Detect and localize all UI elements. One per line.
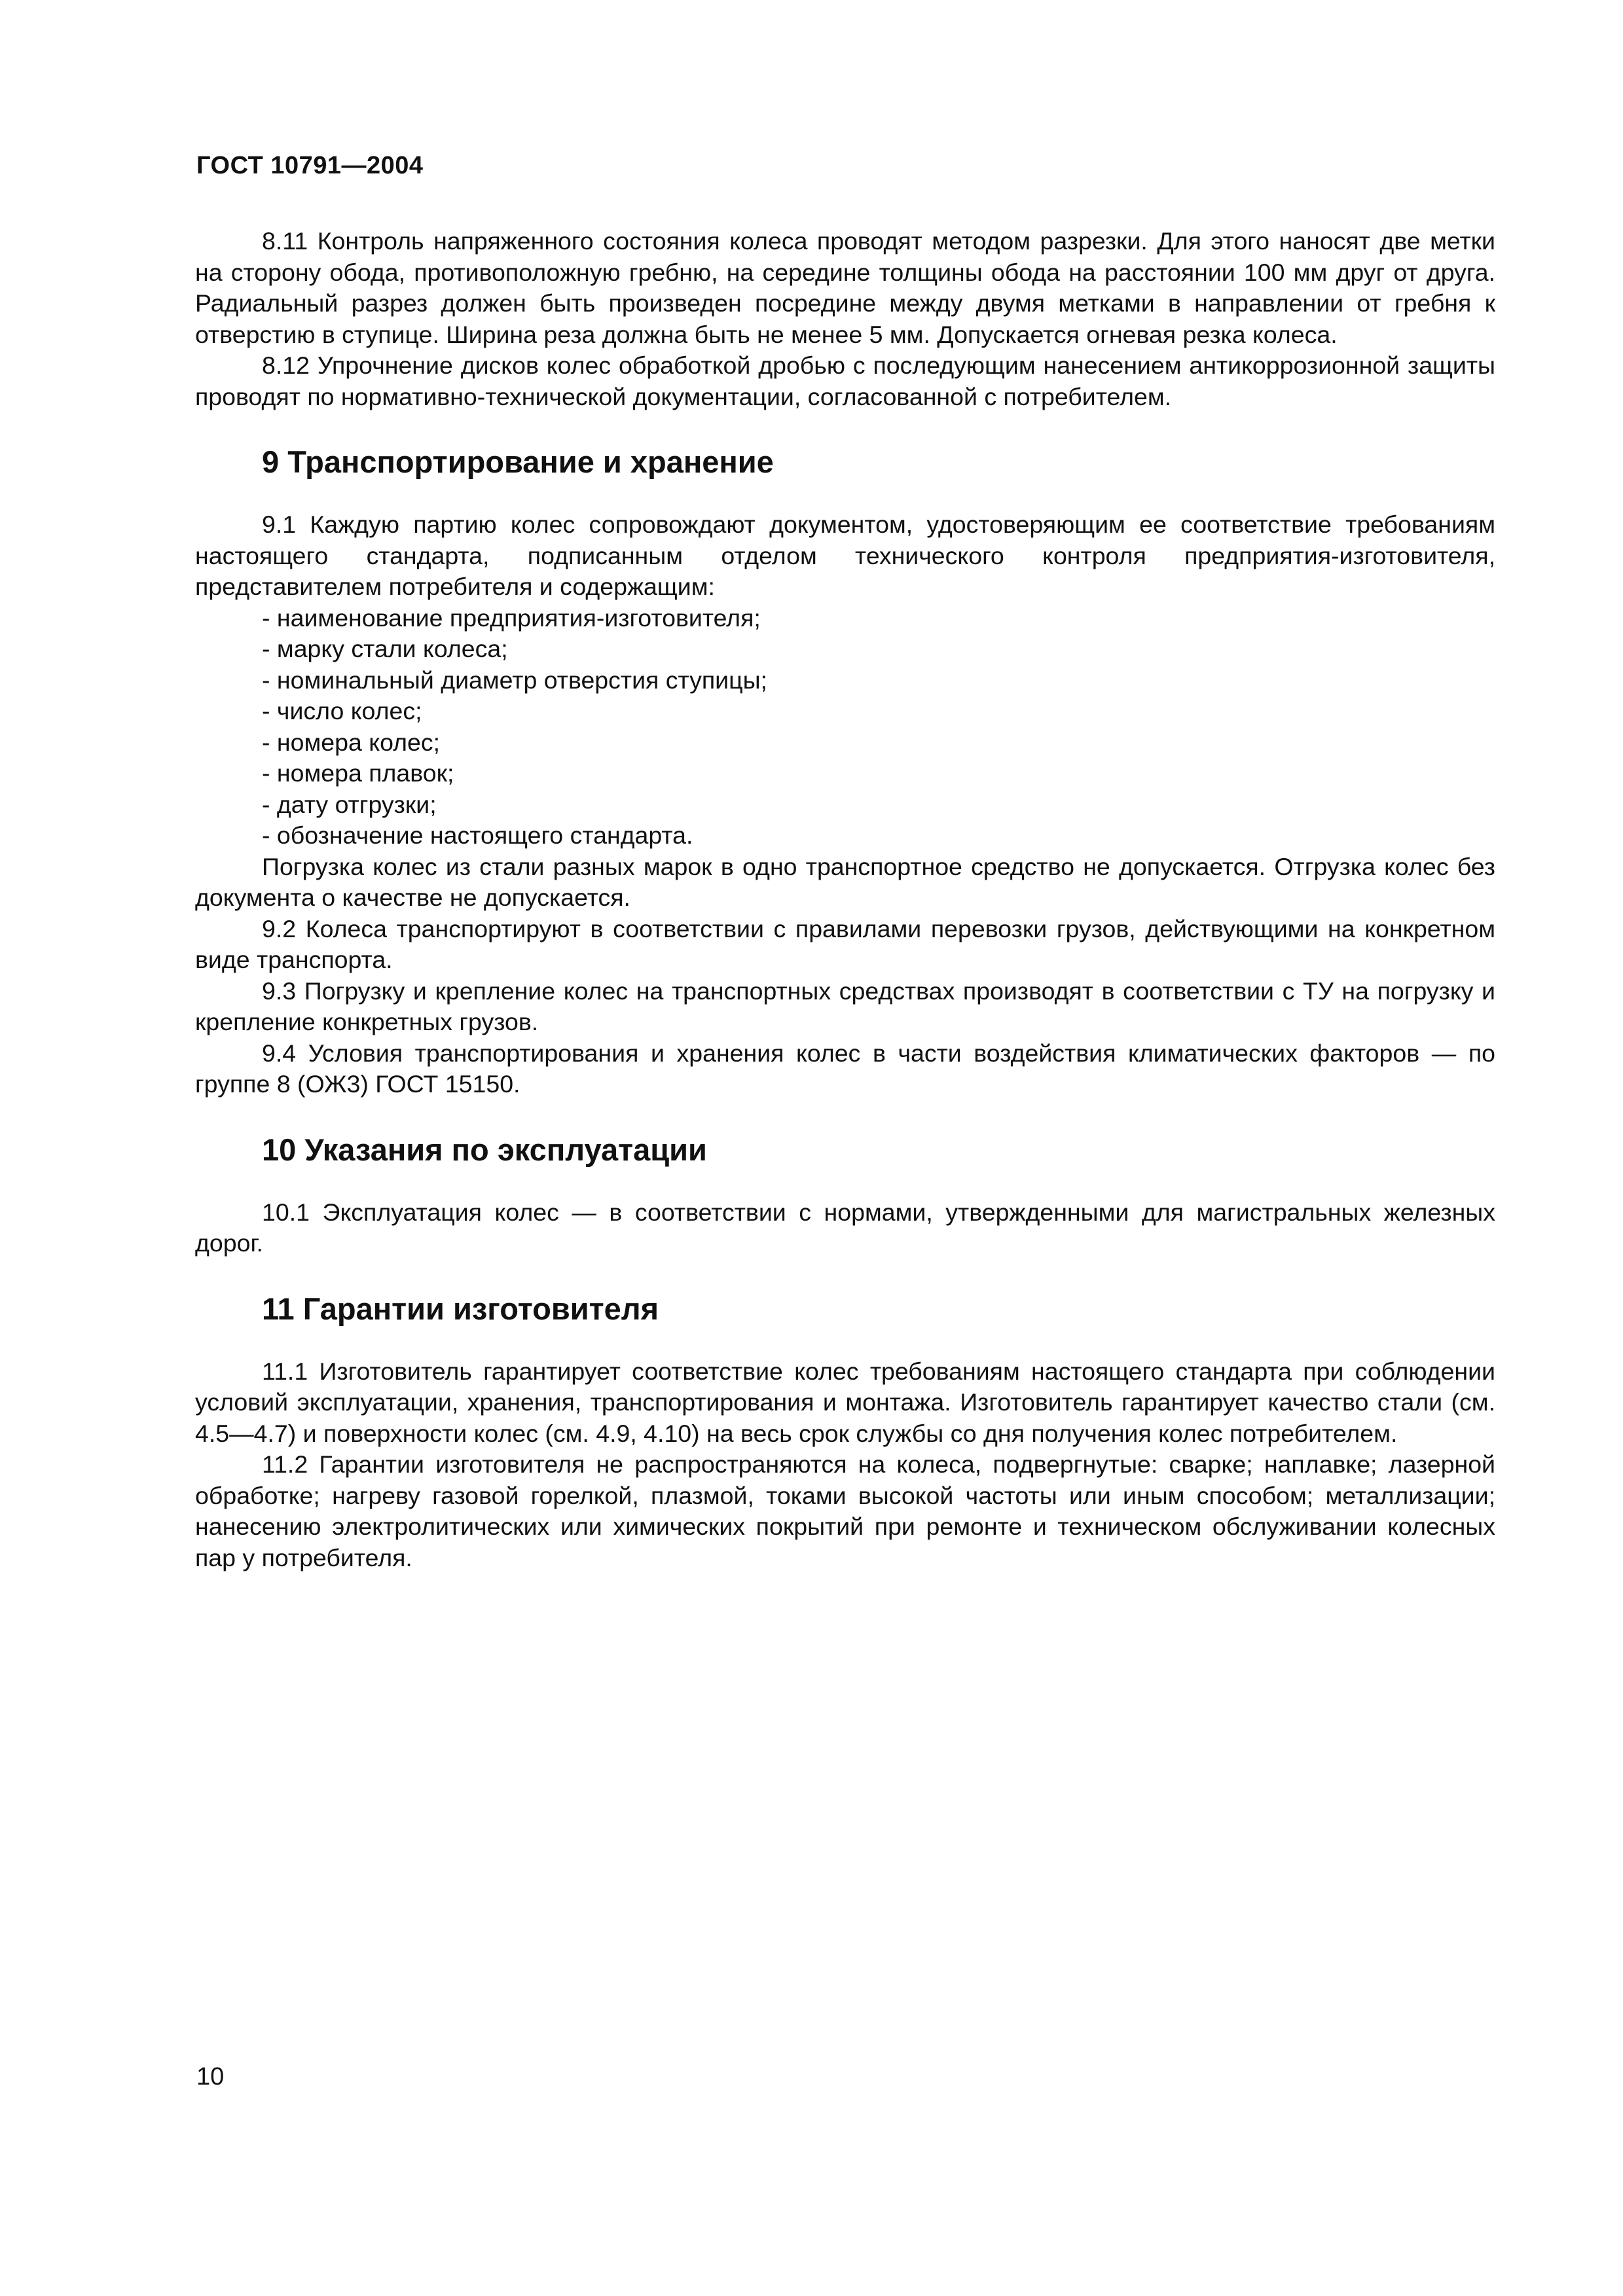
list-item: - дату отгрузки; — [262, 790, 437, 818]
section-11-heading: 11 Гарантии изготовителя — [262, 1291, 659, 1326]
list-item: - марку стали колеса; — [262, 635, 508, 662]
paragraph-9-1-continued: Погрузка колес из стали разных марок в одно транспортное средство не допускается. Отгрузка колес без документа о качестве не допускается. — [195, 852, 1495, 911]
list-item: - номера плавок; — [262, 759, 454, 787]
paragraph-8-11: 8.11 Контроль напряженного состояния колеса проводят методом разрезки. Для этого наносят две метки на сторону обода, противоположную гребню, на середине толщины обода на расстоянии 100 мм друг от друга. Радиальный разрез должен быть произведен посредине между двумя метками в направлении от гребня к отверстию в ступице. Ширина реза должна быть не менее 5 мм. Допускается огневая резка колеса. — [195, 227, 1495, 348]
paragraph-11-2: 11.2 Гарантии изготовителя не распространяются на колеса, подвергнутые: сварке; наплавке; лазерной обработке; нагреву газовой горелкой, плазмой, токами высокой частоты или иным способом; металлизации; нанесению электролитических или химических покрытий при ремонте и техническом обслуживании колесных пар у потребителя. — [195, 1450, 1495, 1571]
section-10-heading: 10 Указания по эксплуатации — [262, 1132, 707, 1167]
paragraph-9-3: 9.3 Погрузку и крепление колес на транспортных средствах производят в соответствии с ТУ на погрузку и крепление конкретных грузов. — [195, 977, 1495, 1035]
paragraph-10-1: 10.1 Эксплуатация колес — в соответствии с нормами, утвержденными для магистральных железных дорог. — [195, 1198, 1495, 1257]
paragraph-9-4: 9.4 Условия транспортирования и хранения колес в части воздействия климатических факторов — по группе 8 (ОЖ3) ГОСТ 15150. — [195, 1039, 1495, 1098]
paragraph-9-1: 9.1 Каждую партию колес сопровождают документом, удостоверяющим ее соответствие требованиям настоящего стандарта, подписанным отделом технического контроля предприятия-изготовителя, представителем потребителя и содержащим: — [195, 511, 1495, 600]
section-9-heading: 9 Транспортирование и хранение — [262, 444, 774, 479]
page-number: 10 — [196, 2063, 225, 2090]
document-body — [195, 226, 1495, 1573]
paragraph-8-12: 8.12 Упрочнение дисков колес обработкой дробью с последующим нанесением антикоррозионной защиты проводят по нормативно-технической документации, согласованной с потребителем. — [195, 351, 1495, 410]
list-item: - номинальный диаметр отверстия ступицы; — [262, 666, 767, 694]
list-item: - число колес; — [262, 697, 422, 725]
list-item: - номера колес; — [262, 728, 441, 756]
paragraph-9-2: 9.2 Колеса транспортируют в соответствии с правилами перевозки грузов, действующими на конкретном виде транспорта. — [195, 914, 1495, 973]
list-item: - обозначение настоящего стандарта. — [262, 821, 693, 849]
paragraph-11-1: 11.1 Изготовитель гарантирует соответствие колес требованиям настоящего стандарта при соблюдении условий эксплуатации, хранения, транспортирования и монтажа. Изготовитель гарантирует качество стали (см. 4.5—4.7) и поверхности колес (см. 4.9, 4.10) на весь срок службы со дня получения колес потребителем. — [195, 1357, 1495, 1447]
document-contents-list — [195, 603, 1495, 852]
list-item: - наименование предприятия-изготовителя; — [262, 603, 761, 632]
page-header: ГОСТ 10791—2004 — [196, 152, 424, 179]
